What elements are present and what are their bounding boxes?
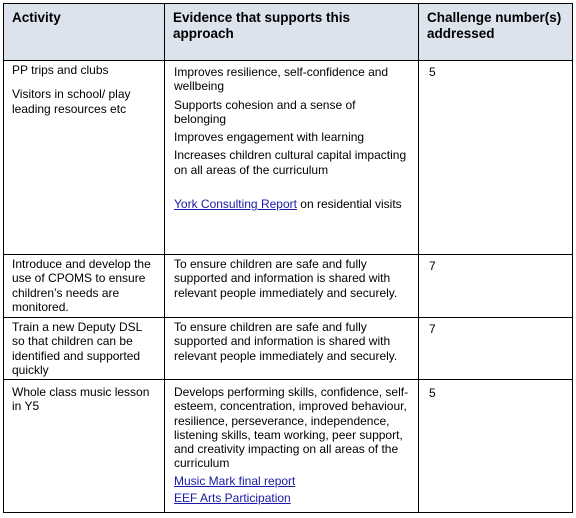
- evidence-link-line: [174, 197, 410, 211]
- table-row: [4, 318, 573, 380]
- evidence-text: Increases children cultural capital impacting on all areas of the curriculum: [174, 148, 407, 177]
- york-consulting-report-link[interactable]: York Consulting Report: [174, 197, 297, 212]
- challenge-cell: [419, 380, 573, 513]
- activity-text: Train a new Deputy DSL so that children can be identified and supported quickly: [12, 320, 142, 377]
- evidence-cell: [165, 61, 419, 255]
- table-header-row: [4, 4, 573, 61]
- challenge-cell: [419, 61, 573, 255]
- evidence-text: To ensure children are safe and fully supported and information is shared with relevant people immediately and securely.: [174, 320, 398, 363]
- eef-arts-participation-link[interactable]: EEF Arts Participation: [174, 491, 291, 506]
- evidence-cell: [165, 255, 419, 318]
- activity-text: Visitors in school/ play leading resources etc: [12, 87, 131, 116]
- activity-cell: [4, 61, 165, 255]
- activity-text: Introduce and develop the use of CPOMS to ensure children’s needs are monitored.: [12, 257, 151, 314]
- header-evidence: Evidence that supports this approach: [165, 4, 419, 61]
- evidence-text: Improves engagement with learning: [174, 130, 365, 145]
- evidence-cell: [165, 318, 419, 380]
- activity-text: PP trips and clubs: [12, 63, 109, 77]
- challenge-cell: [419, 255, 573, 318]
- header-activity: Activity: [4, 4, 165, 61]
- challenge-number: 5: [429, 386, 436, 400]
- evidence-text: To ensure children are safe and fully supported and information is shared with relevant people immediately and securely.: [174, 257, 398, 300]
- challenge-number: 7: [429, 322, 436, 336]
- evidence-text: Supports cohesion and a sense of belonging: [174, 97, 356, 126]
- evidence-cell: [165, 380, 419, 513]
- challenge-cell: [419, 318, 573, 380]
- activity-text: Whole class music lesson in Y5: [12, 385, 150, 414]
- music-mark-report-link[interactable]: Music Mark final report: [174, 473, 296, 488]
- table-row: [4, 61, 573, 255]
- evidence-text: Develops performing skills, confidence, self-esteem, concentration, improved behaviour, resilience, perseverance, independence, listening skills, team working, peer support, and creativity impacting on all areas of the curriculum: [174, 385, 409, 471]
- challenge-number: 7: [429, 259, 436, 273]
- link-suffix: on residential visits: [296, 197, 402, 212]
- activity-cell: [4, 318, 165, 380]
- header-challenge: Challenge number(s) addressed: [419, 4, 573, 61]
- evidence-text: Improves resilience, self-confidence and wellbeing: [174, 65, 389, 94]
- activity-cell: [4, 255, 165, 318]
- challenge-number: 5: [429, 65, 436, 79]
- strategy-table: [3, 3, 573, 513]
- activity-cell: [4, 380, 165, 513]
- table-row: [4, 380, 573, 513]
- table-row: [4, 255, 573, 318]
